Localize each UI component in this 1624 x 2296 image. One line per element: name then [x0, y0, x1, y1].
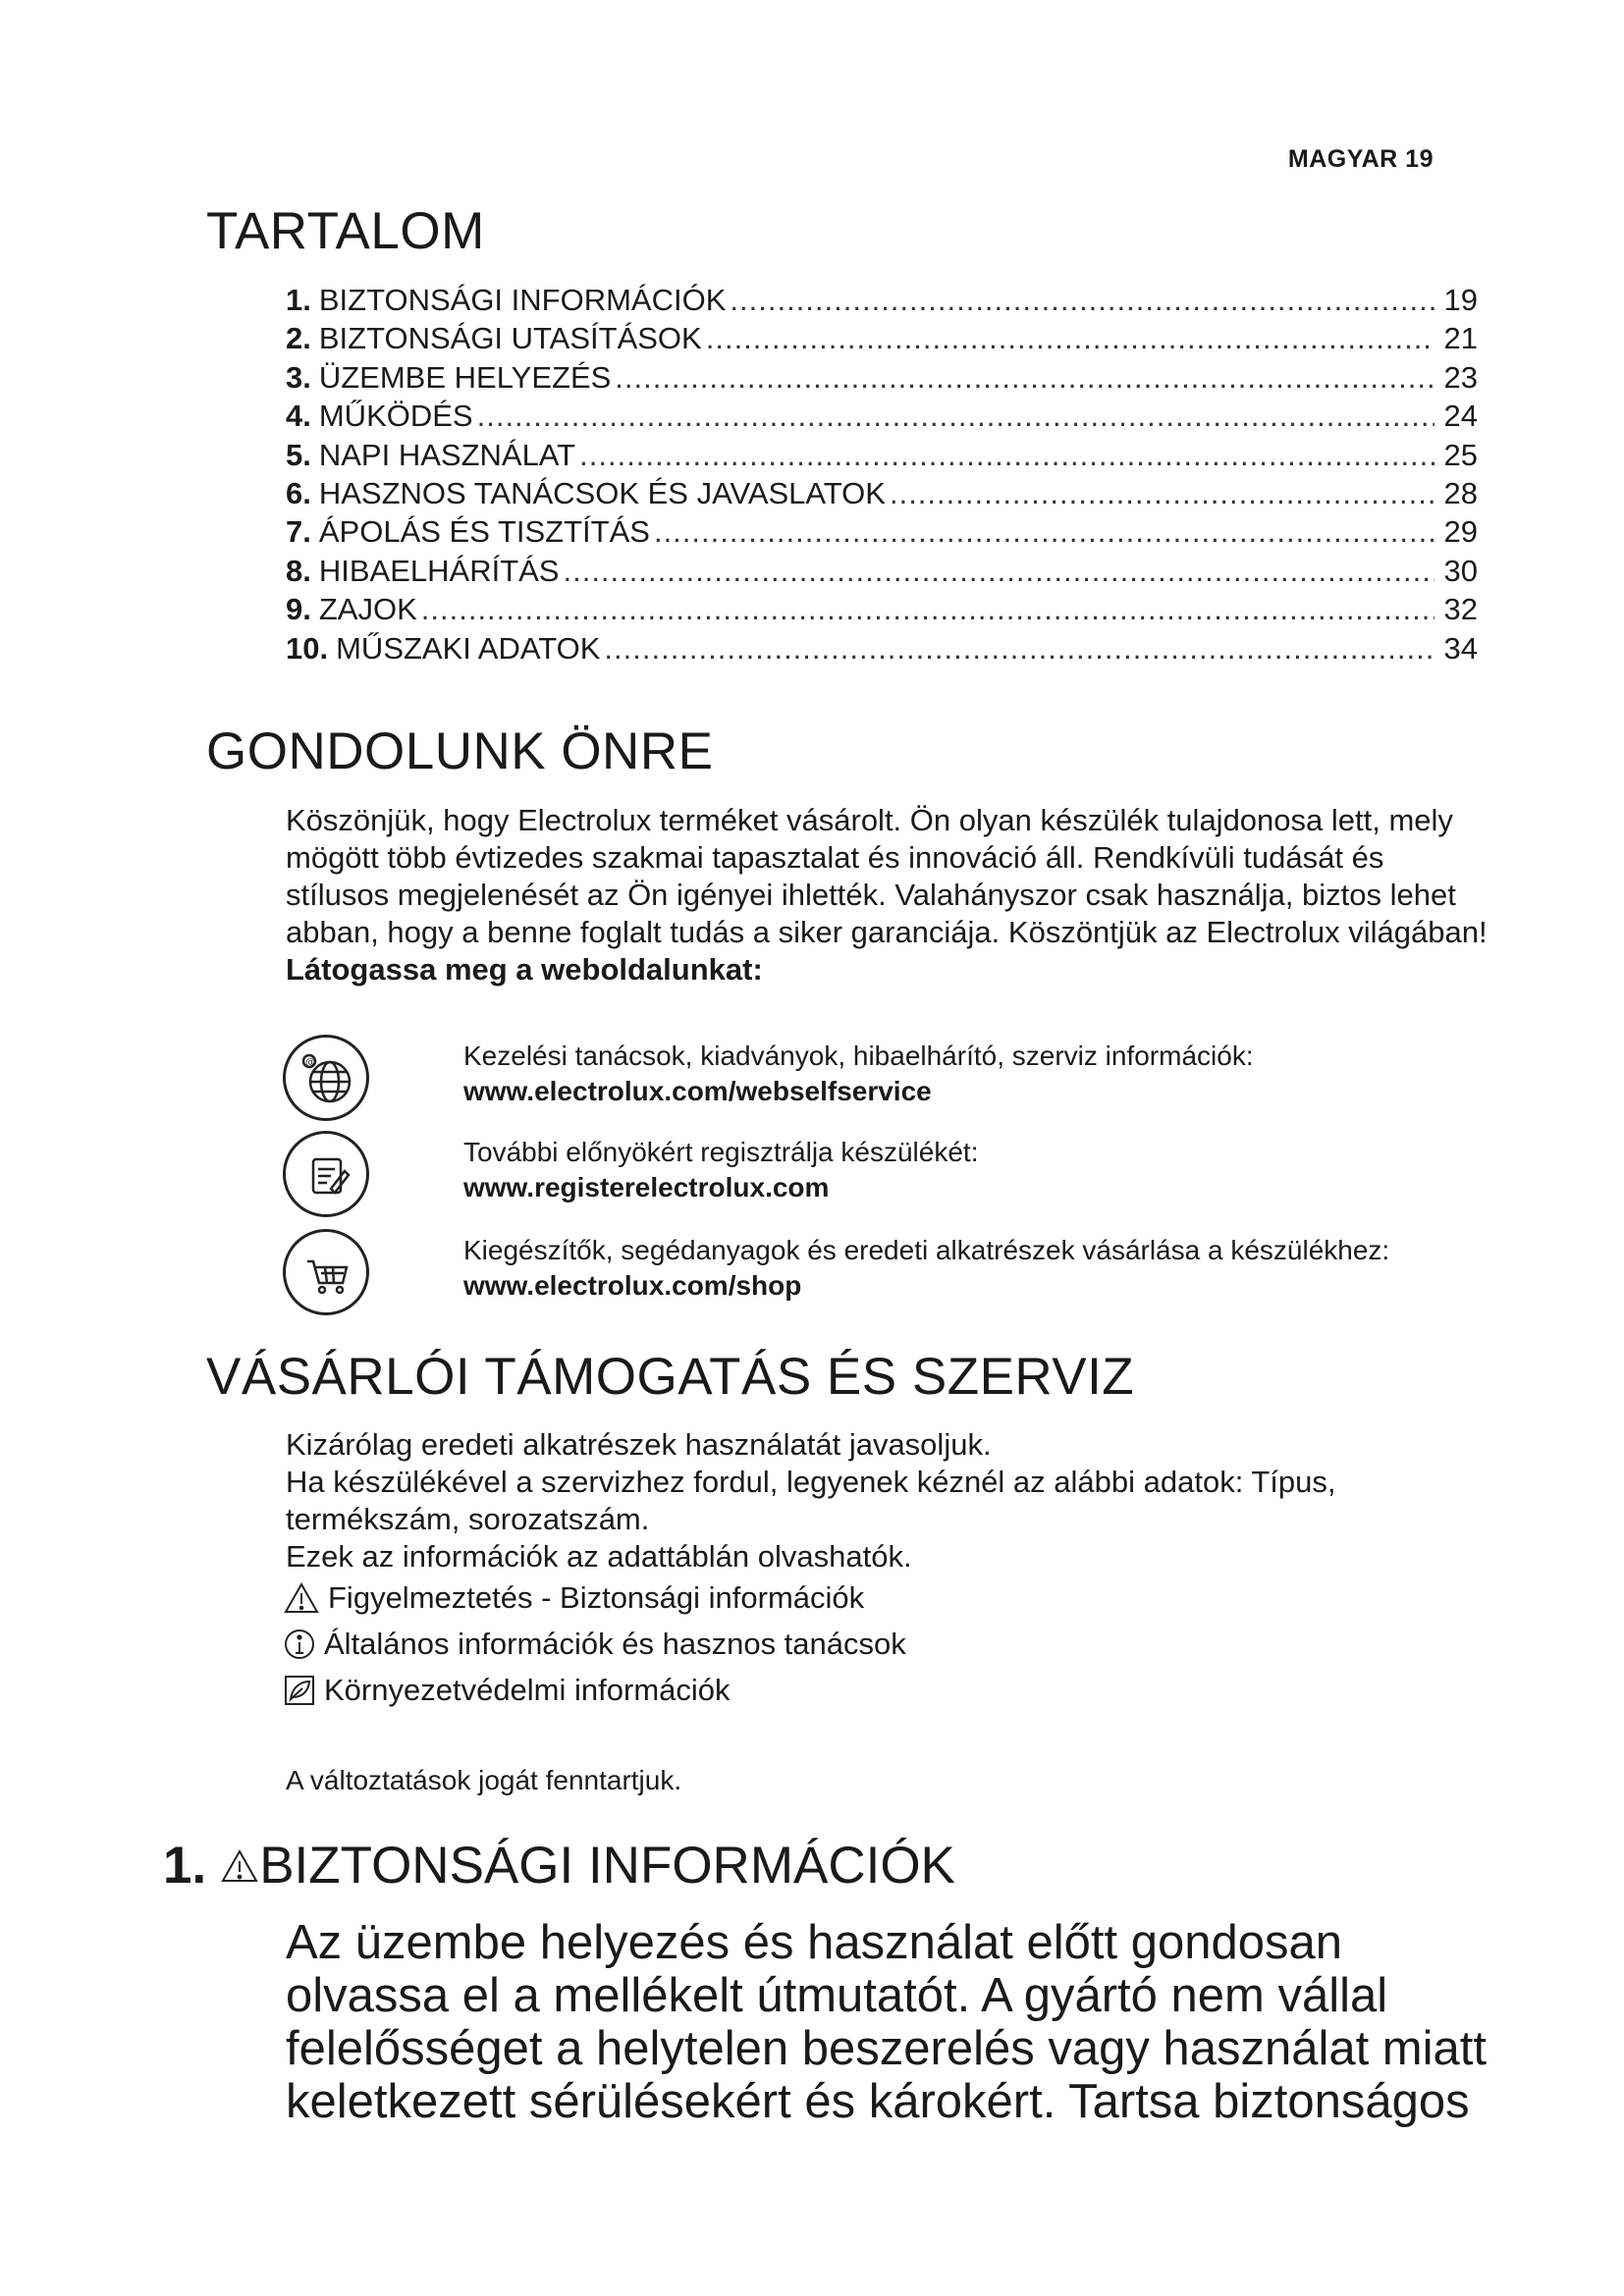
toc-entry[interactable] — [286, 397, 1478, 435]
toc-entry-page: 28 — [1443, 475, 1478, 510]
toc-entry[interactable] — [286, 281, 1478, 319]
toc-entry-label: BIZTONSÁGI INFORMÁCIÓK — [318, 283, 727, 317]
legend-environment-text: Környezetvédelmi információk — [324, 1673, 731, 1707]
toc-entry-number: 10. — [286, 630, 329, 666]
section1-title: BIZTONSÁGI INFORMÁCIÓK — [259, 1837, 955, 1895]
toc-title: TARTALOM — [206, 202, 485, 260]
link-url[interactable]: www.electrolux.com/webselfservice — [463, 1076, 932, 1106]
toc-entry[interactable] — [286, 319, 1478, 357]
toc-entry-number: 5. — [286, 437, 311, 472]
toc-entry-label: ÁPOLÁS ÉS TISZTÍTÁS — [318, 514, 650, 550]
link-text-register — [463, 1135, 978, 1205]
care-title: GONDOLUNK ÖNRE — [206, 722, 714, 780]
legend-environment — [283, 1667, 906, 1713]
support-title: VÁSÁRLÓI TÁMOGATÁS ÉS SZERVIZ — [206, 1348, 1135, 1406]
toc-entry[interactable] — [286, 512, 1478, 551]
legend-info — [283, 1621, 906, 1667]
legend-info-text: Általános információk és hasznos tanácsok — [324, 1627, 906, 1661]
toc-entry-label: NAPI HASZNÁLAT — [318, 437, 576, 472]
toc-dot-leader — [730, 281, 1435, 319]
registration-icon — [283, 1131, 369, 1217]
link-url[interactable]: www.registerelectrolux.com — [463, 1172, 830, 1202]
toc-entry-number: 6. — [286, 475, 311, 510]
support-p3: Ezek az információk az adattáblán olvashatók. — [286, 1539, 912, 1574]
toc-dot-leader — [563, 552, 1435, 590]
toc-entry[interactable] — [286, 629, 1478, 667]
toc-entry-page: 29 — [1443, 514, 1478, 550]
support-p2: Ha készülékével a szervizhez fordul, legyenek kéznél az alábbi adatok: Típus, termékszám, sorozatszám. — [286, 1465, 1336, 1536]
toc-dot-leader — [477, 397, 1435, 435]
toc-entry-number: 1. — [286, 283, 311, 317]
link-row-shop — [283, 1229, 1481, 1323]
toc-dot-leader — [706, 319, 1435, 357]
rights-notice: A változtatások jogát fenntartjuk. — [286, 1765, 682, 1795]
toc-entry-page: 34 — [1443, 630, 1478, 666]
toc-entry-page: 21 — [1443, 321, 1478, 356]
visit-label: Látogassa meg a weboldalunkat: — [286, 952, 763, 987]
toc-entry-page: 24 — [1443, 399, 1478, 434]
toc-dot-leader — [654, 512, 1435, 551]
globe-icon — [283, 1035, 369, 1121]
svg-text:@: @ — [305, 1057, 315, 1068]
leaf-icon — [283, 1674, 316, 1707]
toc-entry[interactable] — [286, 436, 1478, 474]
link-description: Kezelési tanácsok, kiadványok, hibaelhárító, szerviz információk: — [463, 1041, 1254, 1071]
section1-heading — [163, 1836, 955, 1896]
page-number-header: MAGYAR 19 — [1287, 145, 1434, 173]
toc-entry-label: BIZTONSÁGI UTASÍTÁSOK — [318, 321, 702, 356]
table-of-contents — [286, 281, 1478, 667]
support-block — [286, 1426, 1493, 1575]
legend-warning-text: Figyelmeztetés - Biztonsági információk — [328, 1580, 865, 1615]
section1-body: Az üzembe helyezés és használat előtt gondosan olvassa el a mellékelt útmutatót. A gyártó nem vállal felelősséget a helytelen beszerelés vagy használat miatt keletkezett sérülésekért és károkért. Tartsa biztonságos — [286, 1916, 1487, 2128]
section1-number: 1. — [163, 1837, 207, 1895]
toc-entry-label: HASZNOS TANÁCSOK ÉS JAVASLATOK — [318, 475, 886, 510]
toc-entry-number: 3. — [286, 359, 311, 395]
link-row-webselfservice — [283, 1035, 1481, 1129]
toc-entry[interactable] — [286, 552, 1478, 590]
toc-entry-number: 7. — [286, 514, 311, 550]
link-description: További előnyökért regisztrálja készülékét: — [463, 1137, 979, 1167]
toc-entry-number: 4. — [286, 399, 311, 434]
care-intro: Köszönjük, hogy Electrolux terméket vásárolt. Ön olyan készülék tulajdonosa lett, mely mögött több évtizedes szakmai tapasztalat és innováció áll. Rendkívüli tudását és stílusos megjelenését az Ön igényei ihlették. Valahányszor csak használja, biztos lehet abban, hogy a benne foglalt tudás a siker garanciája. Köszöntjük az Electrolux világában! — [286, 803, 1488, 949]
toc-entry-number: 9. — [286, 592, 311, 627]
toc-entry-page: 30 — [1443, 553, 1478, 588]
toc-dot-leader — [615, 358, 1435, 397]
care-intro-block — [286, 802, 1493, 988]
toc-dot-leader — [604, 629, 1435, 667]
support-p1: Kizárólag eredeti alkatrészek használatát javasoljuk. — [286, 1427, 992, 1462]
link-description: Kiegészítők, segédanyagok és eredeti alkatrészek vásárlása a készülékhez: — [463, 1235, 1390, 1265]
toc-dot-leader — [890, 474, 1435, 512]
toc-entry-label: MŰKÖDÉS — [318, 399, 473, 434]
toc-entry-label: ZAJOK — [318, 592, 417, 627]
toc-entry[interactable] — [286, 358, 1478, 397]
warning-icon — [220, 1848, 259, 1884]
toc-entry-label: ÜZEMBE HELYEZÉS — [318, 359, 612, 395]
rights-block — [286, 1762, 681, 1799]
warning-icon — [283, 1581, 320, 1615]
link-text-webselfservice — [463, 1039, 1254, 1109]
link-text-shop — [463, 1233, 1389, 1304]
toc-entry-label: HIBAELHÁRÍTÁS — [318, 553, 560, 588]
toc-entry-label: MŰSZAKI ADATOK — [336, 630, 601, 666]
link-row-register — [283, 1131, 1481, 1225]
toc-dot-leader — [579, 436, 1435, 474]
toc-entry-page: 25 — [1443, 437, 1478, 472]
toc-entry-page: 23 — [1443, 359, 1478, 395]
shopping-cart-icon — [283, 1229, 369, 1315]
info-icon — [283, 1628, 316, 1661]
toc-entry-page: 32 — [1443, 592, 1478, 627]
toc-entry-number: 2. — [286, 321, 311, 356]
legend-warning — [283, 1575, 906, 1621]
toc-entry[interactable] — [286, 474, 1478, 512]
toc-entry[interactable] — [286, 590, 1478, 628]
link-url[interactable]: www.electrolux.com/shop — [463, 1270, 802, 1301]
symbol-legend — [283, 1575, 906, 1713]
toc-entry-number: 8. — [286, 553, 311, 588]
toc-dot-leader — [421, 590, 1435, 628]
toc-entry-page: 19 — [1443, 283, 1478, 317]
